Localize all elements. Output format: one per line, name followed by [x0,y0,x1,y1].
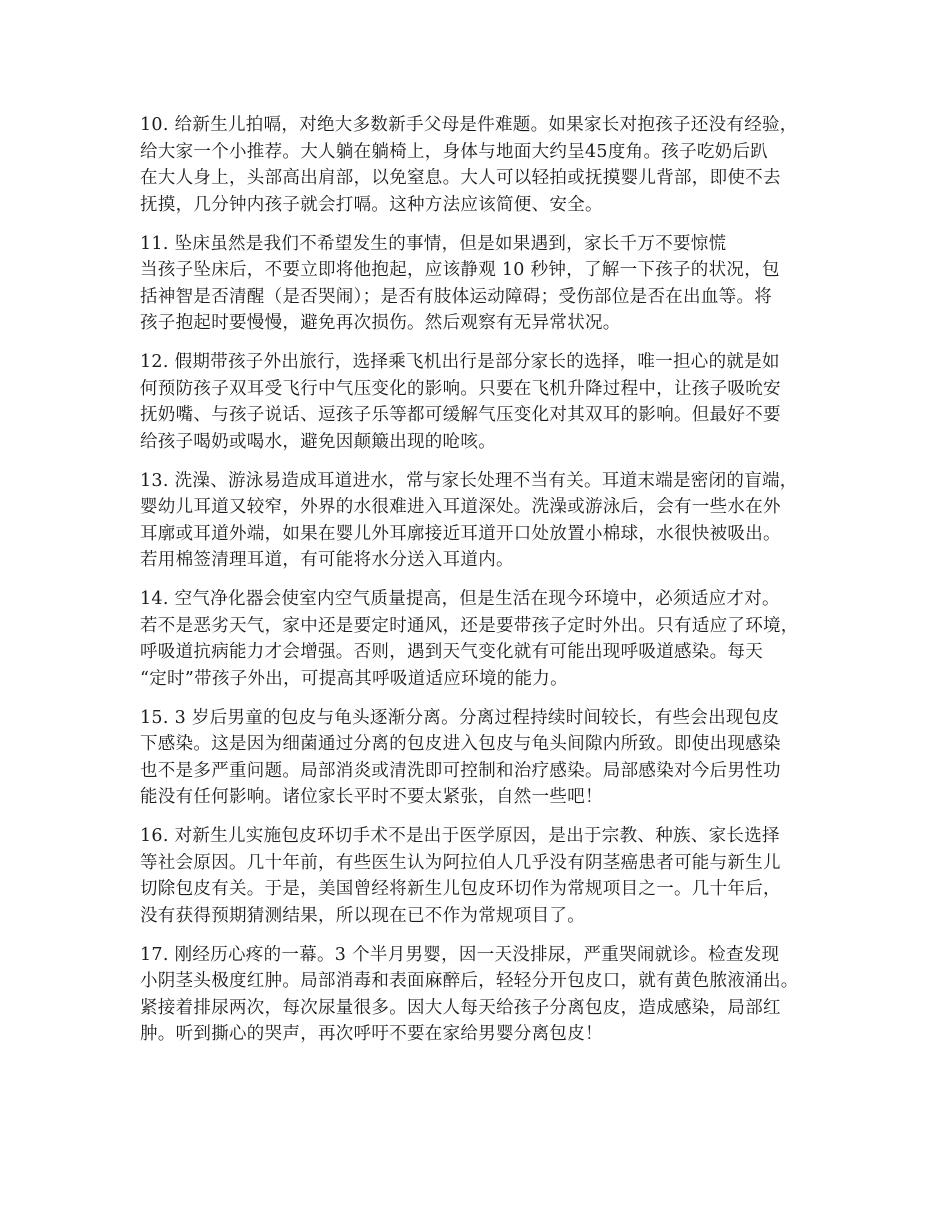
text-line: 何预防孩子双耳受飞行中气压变化的影响。只要在飞机升降过程中，让孩子吸吮安 [140,378,781,399]
paragraph-12 [140,349,830,455]
paragraph-14 [140,586,830,692]
text-line: 15. 3 岁后男童的包皮与龟头逐渐分离。分离过程持续时间较长，有些会出现包皮 [140,707,780,728]
text-line: 抚奶嘴、与孩子说话、逗孩子乐等都可缓解气压变化对其双耳的影响。但最好不要 [140,405,781,425]
text-line: 括神智是否清醒（是否哭闹）；是否有肢体运动障碍；受伤部位是否在出血等。将 [140,286,773,307]
text-line: 没有获得预期猜测结果，所以现在已不作为常规项目了。 [140,905,585,926]
text-line: 给孩子喝奶或喝水，避免因颠簸出现的呛咳。 [140,431,496,452]
text-line: 若不是恶劣天气，家中还是要定时通风，还是要带孩子定时外出。只有适应了环境， [140,615,799,636]
text-line: 11. 坠床虽然是我们不希望发生的事情，但是如果遇到，家长千万不要惊慌 [140,233,727,254]
text-line: 若用棉签清理耳道，有可能将水分送入耳道内。 [140,550,514,570]
text-line: 等社会原因。几十年前，有些医生认为阿拉伯人几乎没有阴茎癌患者可能与新生儿 [140,852,781,873]
text-line: 切除包皮有关。于是，美国曾经将新生儿包皮环切作为常规项目之一。几十年后， [140,879,781,899]
paragraph-15 [140,705,830,811]
text-line: 紧接着排尿两次，每次尿量很多。因大人每天给孩子分离包皮，造成感染，局部红 [140,997,781,1018]
text-line: 当孩子坠床后，不要立即将他抱起，应该静观 10 秒钟，了解一下孩子的状况，包 [140,260,780,280]
text-line: 能没有任何影响。诸位家长平时不要太紧张，自然一些吧！ [140,787,603,807]
paragraph-13 [140,468,830,574]
text-line: “定时”带孩子外出，可提高其呼吸道适应环境的能力。 [140,668,568,689]
text-line: 10. 给新生儿拍嗝，对绝大多数新手父母是件难题。如果家长对抱孩子还没有经验， [140,115,798,135]
text-line: 14. 空气净化器会使室内空气质量提高，但是生活在现今环境中，必须适应才对。 [140,589,780,609]
text-line: 肿。听到撕心的哭声，再次呼吁不要在家给男婴分离包皮！ [140,1024,603,1044]
text-line: 孩子抱起时要慢慢，避免再次损伤。然后观察有无异常状况。 [140,313,621,333]
paragraph-11 [140,231,830,337]
text-line: 12. 假期带孩子外出旅行，选择乘飞机出行是部分家长的选择，唯一担心的就是如 [140,352,780,372]
text-line: 也不是多严重问题。局部消炎或清洗即可控制和治疗感染。局部感染对今后男性功 [140,760,781,781]
text-line: 给大家一个小推荐。大人躺在躺椅上，身体与地面大约呈45度角。孩子吃奶后趴 [140,141,769,162]
document-body [140,112,830,1060]
text-line: 17. 刚经历心疼的一幕。3 个半月男婴，因一天没排尿，严重哭闹就诊。检查发现 [140,944,780,965]
paragraph-17 [140,942,830,1048]
paragraph-10 [140,112,830,218]
text-line: 婴幼儿耳道又较窄，外界的水很难进入耳道深处。洗澡或游泳后，会有一些水在外 [140,497,781,517]
text-line: 16. 对新生儿实施包皮环切手术不是出于医学原因，是出于宗教、种族、家长选择 [140,826,780,846]
text-line: 下感染。这是因为细菌通过分离的包皮进入包皮与龟头间隙内所致。即使出现感染 [140,734,781,754]
text-line: 呼吸道抗病能力才会增强。否则，遇到天气变化就有可能出现呼吸道感染。每天 [140,642,763,662]
text-line: 13. 洗澡、游泳易造成耳道进水，常与家长处理不当有关。耳道末端是密闭的盲端， [140,470,798,491]
paragraph-16 [140,823,830,929]
text-line: 耳廓或耳道外端，如果在婴儿外耳廓接近耳道开口处放置小棉球，水很快被吸出。 [140,523,781,544]
text-line: 小阴茎头极度红肿。局部消毒和表面麻醉后，轻轻分开包皮口，就有黄色脓液涌出。 [140,971,799,991]
text-line: 在大人身上，头部高出肩部，以免窒息。大人可以轻拍或抚摸婴儿背部，即使不去 [140,168,781,188]
text-line: 抚摸，几分钟内孩子就会打嗝。这种方法应该简便、安全。 [140,194,603,215]
